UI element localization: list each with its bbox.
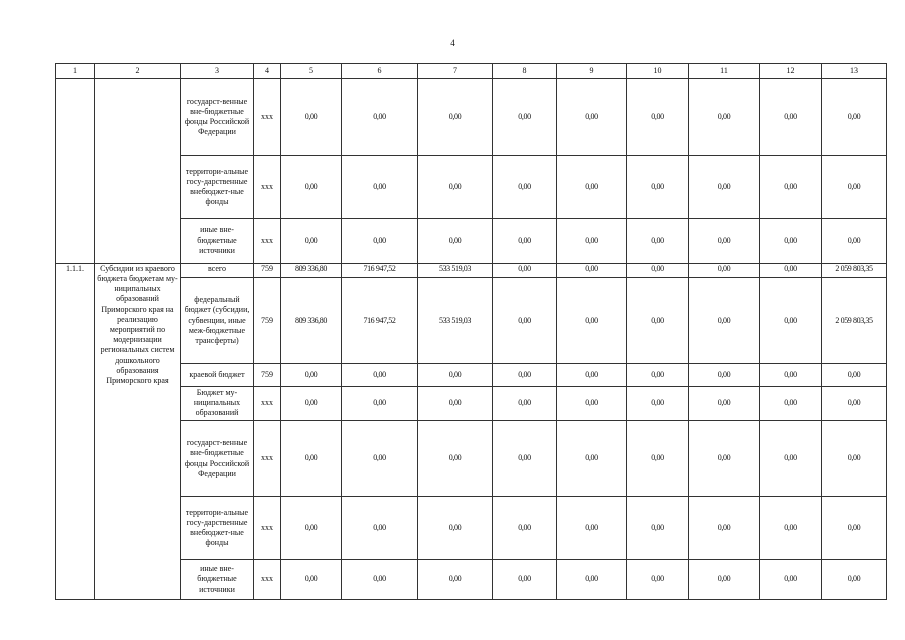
value-cell: 0,00 <box>342 386 418 420</box>
column-header: 3 <box>181 64 254 79</box>
value-cell: 0,00 <box>760 497 822 560</box>
value-cell: 0,00 <box>342 497 418 560</box>
value-cell: 0,00 <box>822 497 887 560</box>
column-header: 6 <box>342 64 418 79</box>
value-cell: 0,00 <box>760 278 822 364</box>
value-cell: 0,00 <box>557 278 627 364</box>
funding-source: краевой бюджет <box>181 364 254 387</box>
value-cell: 0,00 <box>418 386 493 420</box>
funding-source: территори-альные госу-дарственные внебюджет-ные фонды <box>181 156 254 219</box>
value-cell: 0,00 <box>493 420 557 497</box>
table-row <box>56 420 887 497</box>
column-header: 1 <box>56 64 95 79</box>
value-cell: 0,00 <box>342 79 418 156</box>
table-row <box>56 79 887 156</box>
value-cell: 533 519,03 <box>418 278 493 364</box>
value-cell: 0,00 <box>342 364 418 387</box>
table-body <box>56 64 887 600</box>
value-cell: 0,00 <box>760 156 822 219</box>
value-cell: 0,00 <box>760 218 822 263</box>
column-header: 9 <box>557 64 627 79</box>
value-cell: 0,00 <box>689 497 760 560</box>
code-cell: 759 <box>254 278 281 364</box>
code-cell: 759 <box>254 364 281 387</box>
value-cell: 716 947,52 <box>342 263 418 277</box>
code-cell: xxx <box>254 79 281 156</box>
column-header: 7 <box>418 64 493 79</box>
column-header: 2 <box>95 64 181 79</box>
value-cell: 0,00 <box>557 497 627 560</box>
value-cell: 716 947,52 <box>342 278 418 364</box>
value-cell: 0,00 <box>822 364 887 387</box>
value-cell: 533 519,03 <box>418 263 493 277</box>
value-cell: 2 059 803,35 <box>822 263 887 277</box>
value-cell: 0,00 <box>281 497 342 560</box>
value-cell: 0,00 <box>493 497 557 560</box>
value-cell: 0,00 <box>689 278 760 364</box>
value-cell: 0,00 <box>760 79 822 156</box>
funding-source: иные вне-бюджетные источники <box>181 218 254 263</box>
value-cell: 0,00 <box>689 386 760 420</box>
value-cell: 0,00 <box>281 386 342 420</box>
column-header: 8 <box>493 64 557 79</box>
code-cell: xxx <box>254 559 281 599</box>
value-cell: 0,00 <box>557 218 627 263</box>
table-row <box>56 156 887 219</box>
value-cell: 0,00 <box>557 559 627 599</box>
value-cell: 0,00 <box>689 156 760 219</box>
value-cell: 0,00 <box>557 420 627 497</box>
value-cell: 0,00 <box>418 79 493 156</box>
code-cell: 759 <box>254 263 281 277</box>
value-cell: 0,00 <box>281 218 342 263</box>
value-cell: 0,00 <box>689 420 760 497</box>
value-cell: 0,00 <box>627 420 689 497</box>
value-cell: 0,00 <box>342 218 418 263</box>
table-row <box>56 263 887 277</box>
value-cell: 0,00 <box>418 218 493 263</box>
value-cell: 0,00 <box>689 559 760 599</box>
funding-source: территори-альные госу-дарственные внебюджет-ные фонды <box>181 497 254 560</box>
value-cell: 0,00 <box>627 156 689 219</box>
value-cell: 0,00 <box>493 559 557 599</box>
value-cell: 0,00 <box>822 218 887 263</box>
row-index <box>56 79 95 263</box>
table-row <box>56 497 887 560</box>
value-cell: 0,00 <box>627 79 689 156</box>
code-cell: xxx <box>254 497 281 560</box>
value-cell: 809 336,80 <box>281 278 342 364</box>
code-cell: xxx <box>254 218 281 263</box>
value-cell: 0,00 <box>493 218 557 263</box>
value-cell: 0,00 <box>418 156 493 219</box>
value-cell: 0,00 <box>627 263 689 277</box>
value-cell: 0,00 <box>627 364 689 387</box>
column-header: 12 <box>760 64 822 79</box>
column-header: 10 <box>627 64 689 79</box>
value-cell: 0,00 <box>627 559 689 599</box>
value-cell: 0,00 <box>493 156 557 219</box>
column-header: 4 <box>254 64 281 79</box>
code-cell: xxx <box>254 386 281 420</box>
value-cell: 0,00 <box>557 156 627 219</box>
value-cell: 0,00 <box>627 386 689 420</box>
header-row <box>56 64 887 79</box>
value-cell: 0,00 <box>493 79 557 156</box>
value-cell: 0,00 <box>627 497 689 560</box>
value-cell: 0,00 <box>281 420 342 497</box>
value-cell: 0,00 <box>822 79 887 156</box>
value-cell: 0,00 <box>557 364 627 387</box>
column-header: 13 <box>822 64 887 79</box>
value-cell: 0,00 <box>557 79 627 156</box>
value-cell: 0,00 <box>689 364 760 387</box>
value-cell: 0,00 <box>281 156 342 219</box>
value-cell: 0,00 <box>418 364 493 387</box>
table-row <box>56 364 887 387</box>
value-cell: 0,00 <box>760 364 822 387</box>
value-cell: 0,00 <box>822 559 887 599</box>
table-row <box>56 386 887 420</box>
column-header: 5 <box>281 64 342 79</box>
value-cell: 0,00 <box>822 420 887 497</box>
value-cell: 0,00 <box>760 559 822 599</box>
value-cell: 0,00 <box>627 278 689 364</box>
value-cell: 0,00 <box>342 420 418 497</box>
page-number: 4 <box>450 38 455 48</box>
value-cell: 0,00 <box>689 263 760 277</box>
table-row <box>56 559 887 599</box>
budget-table <box>55 63 887 600</box>
value-cell: 0,00 <box>281 364 342 387</box>
funding-source: иные вне-бюджетные источники <box>181 559 254 599</box>
value-cell: 0,00 <box>689 218 760 263</box>
value-cell: 0,00 <box>342 559 418 599</box>
code-cell: xxx <box>254 420 281 497</box>
value-cell: 0,00 <box>493 278 557 364</box>
value-cell: 0,00 <box>418 559 493 599</box>
value-cell: 0,00 <box>342 156 418 219</box>
value-cell: 0,00 <box>418 420 493 497</box>
value-cell: 0,00 <box>760 263 822 277</box>
column-header: 11 <box>689 64 760 79</box>
value-cell: 809 336,80 <box>281 263 342 277</box>
measure-description <box>95 79 181 263</box>
value-cell: 0,00 <box>760 386 822 420</box>
value-cell: 0,00 <box>689 79 760 156</box>
value-cell: 0,00 <box>493 263 557 277</box>
value-cell: 0,00 <box>760 420 822 497</box>
value-cell: 0,00 <box>493 364 557 387</box>
value-cell: 2 059 803,35 <box>822 278 887 364</box>
value-cell: 0,00 <box>627 218 689 263</box>
funding-source: всего <box>181 263 254 277</box>
funding-source: государст-венные вне-бюджетные фонды Российской Федерации <box>181 420 254 497</box>
table-row <box>56 218 887 263</box>
table-row <box>56 278 887 364</box>
value-cell: 0,00 <box>281 559 342 599</box>
funding-source: федеральный бюджет (субсидии, субвенции, иные меж-бюджетные трансферты) <box>181 278 254 364</box>
value-cell: 0,00 <box>418 497 493 560</box>
value-cell: 0,00 <box>557 263 627 277</box>
value-cell: 0,00 <box>493 386 557 420</box>
measure-description: Субсидии из краевого бюджета бюджетам му-ниципальных образований Приморского края на реализацию мероприятий по модернизации региональных систем дошкольного образования Приморского края <box>95 263 181 599</box>
value-cell: 0,00 <box>822 386 887 420</box>
value-cell: 0,00 <box>281 79 342 156</box>
funding-source: Бюджет му-ниципальных образований <box>181 386 254 420</box>
value-cell: 0,00 <box>557 386 627 420</box>
value-cell: 0,00 <box>822 156 887 219</box>
code-cell: xxx <box>254 156 281 219</box>
row-index: 1.1.1. <box>56 263 95 599</box>
funding-source: государст-венные вне-бюджетные фонды Российской Федерации <box>181 79 254 156</box>
